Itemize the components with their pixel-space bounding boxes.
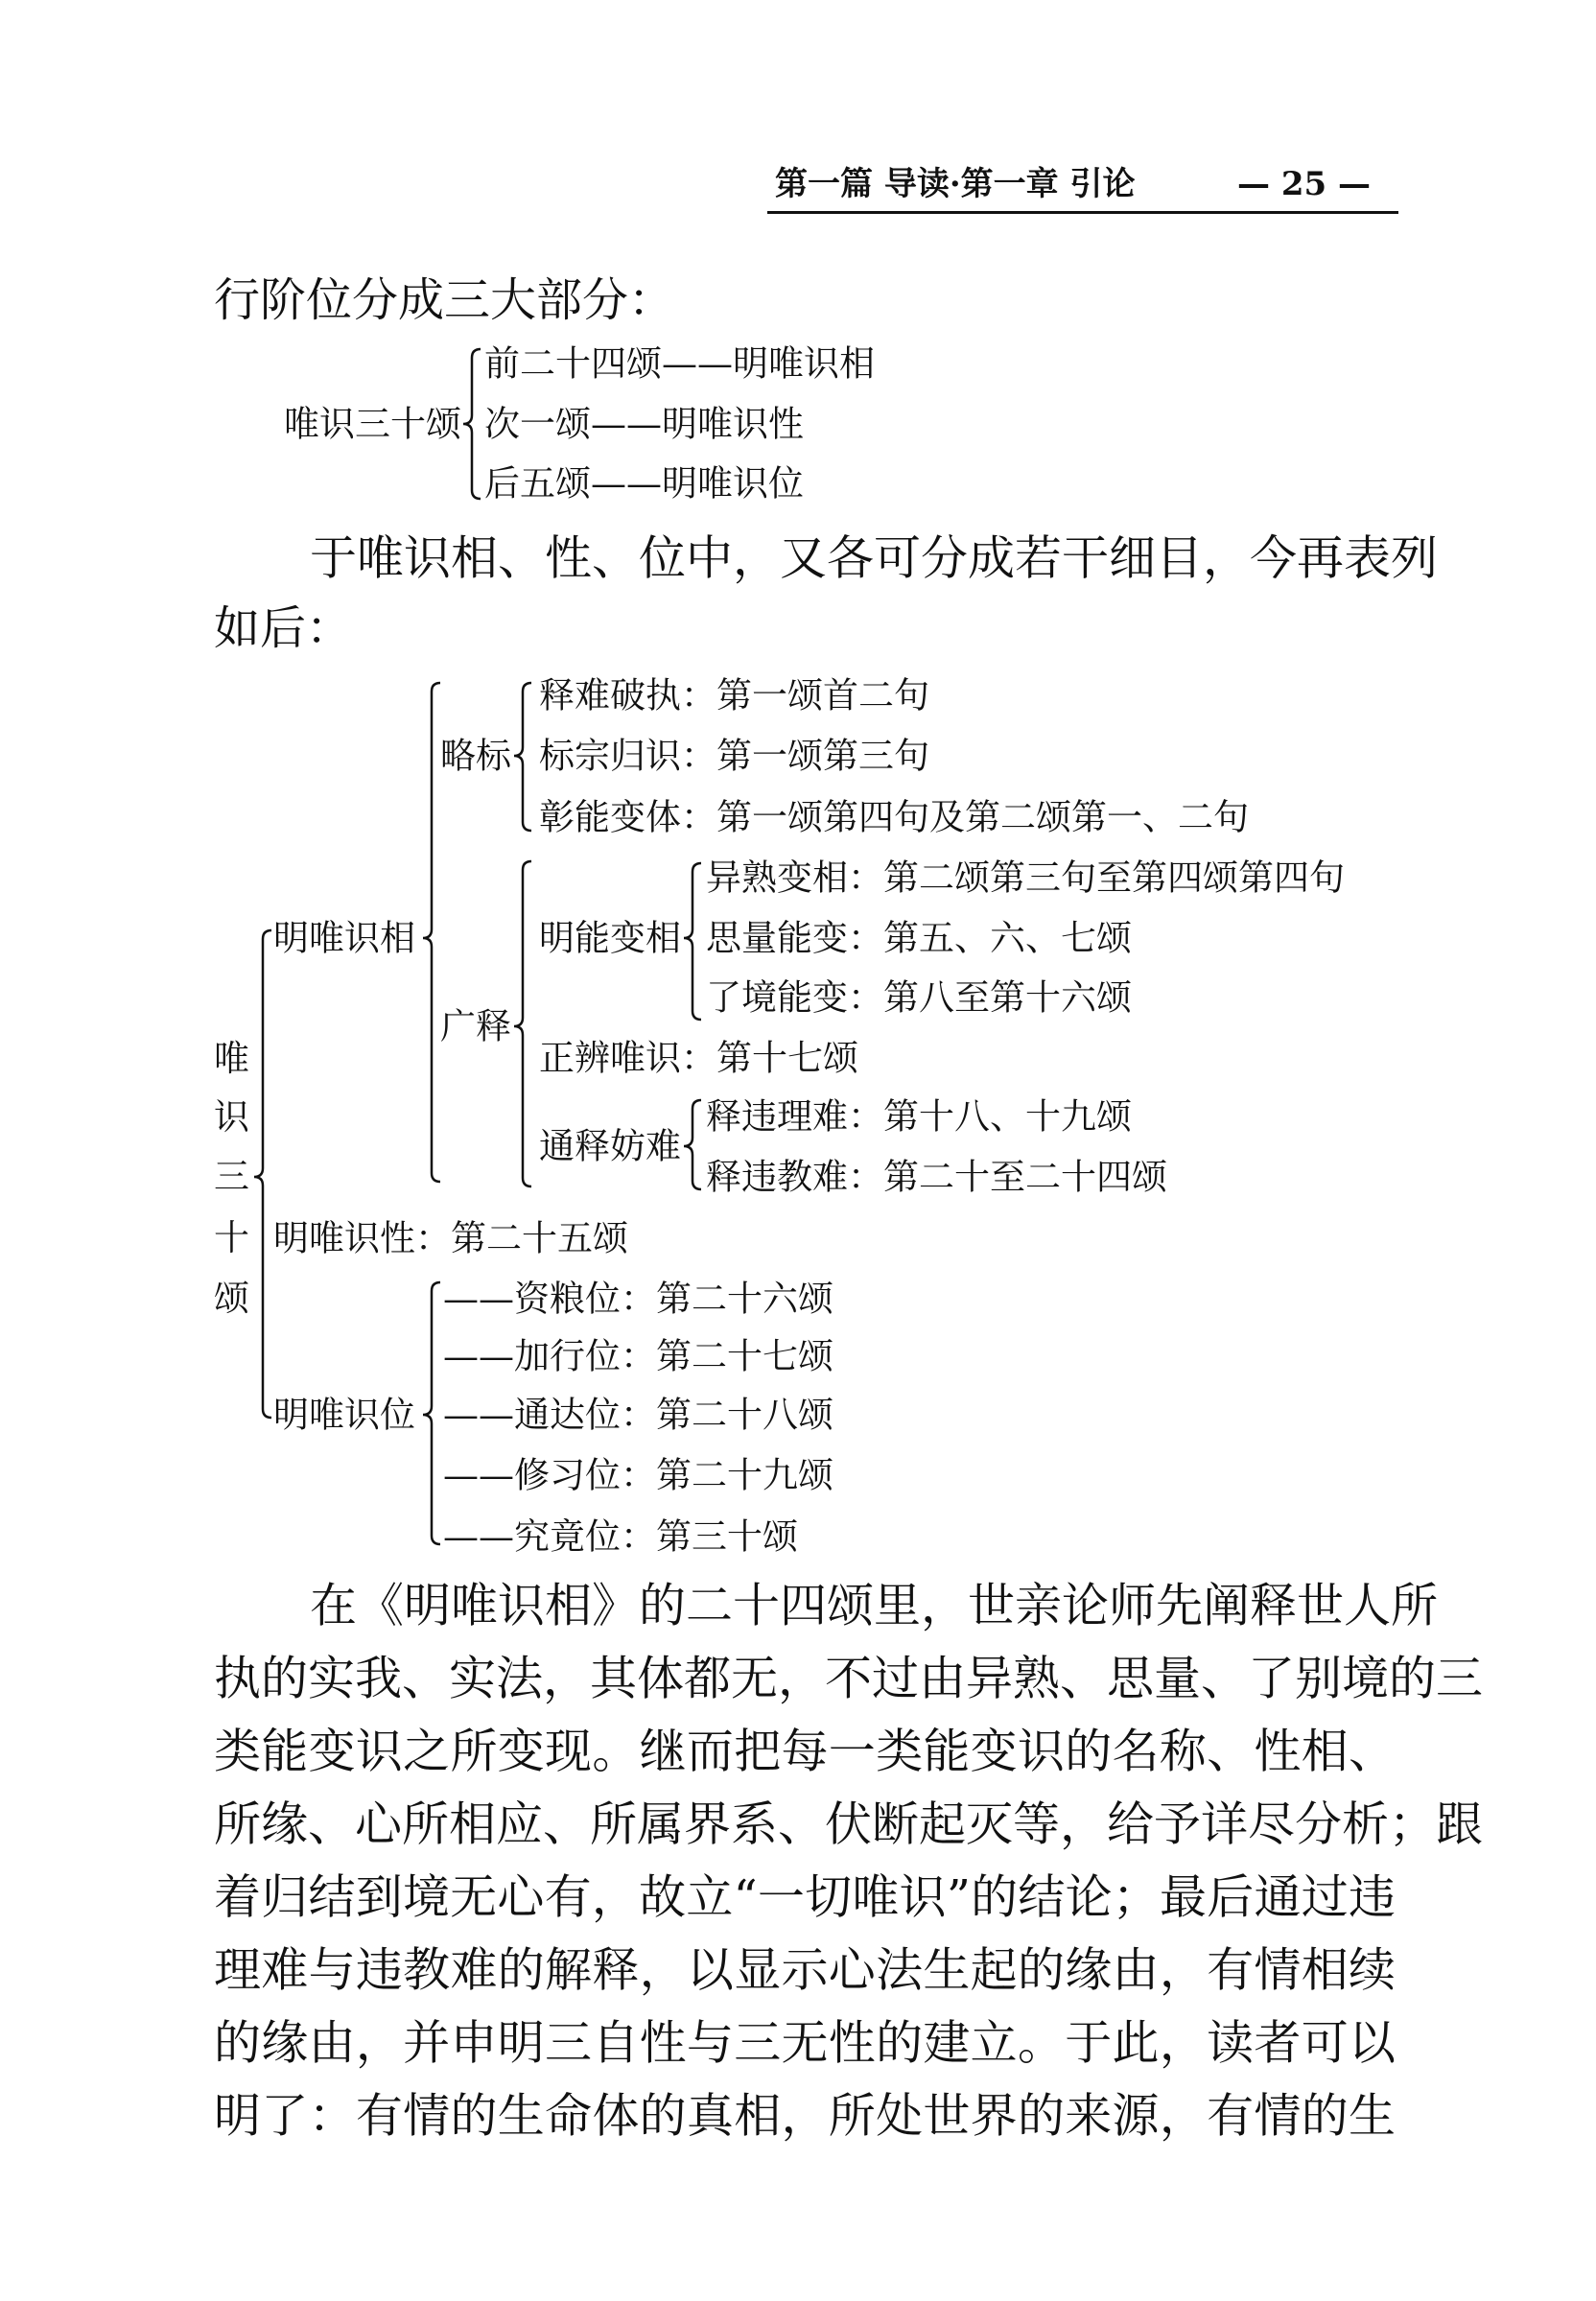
paragraph-line: 执的实我、实法，其体都无，不过由异熟、思量、了别境的三	[214, 1651, 1484, 1706]
tong-item: 释违理难：第十八、十九颂	[706, 1095, 1132, 1138]
wei-item: ——通达位：第二十八颂	[443, 1394, 833, 1436]
paragraph-line: 理难与违教难的解释，以显示心法生起的缘由，有情相续	[214, 1942, 1396, 1998]
page-number: — 25 —	[1237, 165, 1371, 203]
wei-item: ——究竟位：第三十颂	[443, 1515, 798, 1558]
paragraph-line: 着归结到境无心有，故立“一切唯识”的结论；最后通过违	[214, 1869, 1396, 1925]
brace	[514, 861, 531, 1186]
xing-item: 明唯识性：第二十五颂	[273, 1217, 628, 1259]
outline1-item: 后五颂——明唯识位	[484, 462, 804, 505]
neng-item: 异熟变相：第二颂第三句至第四颂第四句	[706, 857, 1345, 899]
brace	[684, 1100, 701, 1189]
tong-item: 释违教难：第二十至二十四颂	[706, 1156, 1167, 1198]
paragraph-line: 明了：有情的生命体的真相，所处世界的来源，有情的生	[214, 2088, 1396, 2144]
zheng-item: 正辨唯识：第十七颂	[539, 1037, 858, 1079]
transition-line: 如后：	[214, 601, 353, 655]
brace	[684, 863, 701, 1020]
header-rule	[767, 211, 1398, 214]
paragraph-line: 所缘、心所相应、所属界系、伏断起灭等，给予详尽分析；跟	[214, 1796, 1484, 1852]
outline1-item: 次一颂——明唯识性	[484, 403, 804, 445]
brace	[423, 1282, 440, 1544]
root-char: 唯	[214, 1038, 249, 1079]
lue-item: 释难破执：第一颂首二句	[539, 674, 929, 716]
root-char: 三	[214, 1156, 249, 1197]
running-header-chapter: 第一篇 导读·第一章 引论	[775, 165, 1136, 203]
transition-line: 于唯识相、性、位中，又各可分成若干细目，今再表列	[310, 530, 1439, 586]
lue-item: 彰能变体：第一颂第四句及第二颂第一、二句	[539, 796, 1249, 838]
root-char: 颂	[214, 1278, 249, 1319]
brace	[254, 930, 271, 1418]
xiang-label: 明唯识相	[273, 917, 415, 959]
brace	[463, 349, 481, 499]
wei-item: ——加行位：第二十七颂	[443, 1335, 833, 1377]
root-char: 十	[214, 1217, 249, 1258]
lue-item: 标宗归识：第一颂第三句	[539, 735, 929, 777]
intro-line: 行阶位分成三大部分：	[214, 273, 675, 327]
paragraph-line: 的缘由，并申明三自性与三无性的建立。于此，读者可以	[214, 2015, 1396, 2071]
wei-item: ——修习位：第二十九颂	[443, 1454, 833, 1496]
brace	[423, 683, 440, 1182]
guang-label: 广释	[440, 1005, 511, 1047]
outline1-root: 唯识三十颂	[284, 403, 461, 445]
paragraph-line: 在《明唯识相》的二十四颂里，世亲论师先阐释世人所	[310, 1578, 1439, 1633]
wei-item: ——资粮位：第二十六颂	[443, 1278, 833, 1320]
root-char: 识	[214, 1096, 249, 1138]
paragraph-line: 类能变识之所变现。继而把每一类能变识的名称、性相、	[214, 1724, 1396, 1779]
neng-label: 明能变相	[539, 917, 681, 959]
tong-label: 通释妨难	[539, 1125, 681, 1167]
lue-label: 略标	[440, 735, 511, 777]
neng-item: 了境能变：第八至第十六颂	[706, 976, 1132, 1019]
wei-label: 明唯识位	[273, 1394, 415, 1436]
brace	[514, 683, 531, 831]
neng-item: 思量能变：第五、六、七颂	[706, 917, 1132, 959]
outline1-item: 前二十四颂——明唯识相	[484, 342, 875, 385]
